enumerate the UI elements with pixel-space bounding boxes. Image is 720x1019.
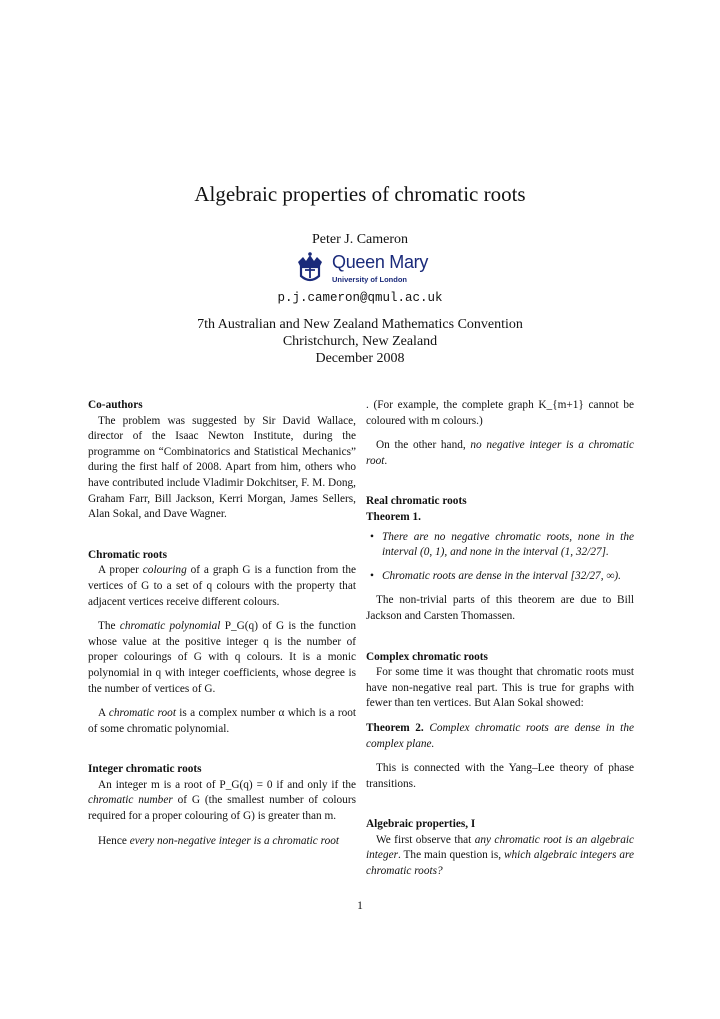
crown-shield-icon: [292, 250, 328, 286]
left-column: [88, 398, 356, 858]
section-heading-chromatic-roots: Chromatic roots: [88, 548, 167, 561]
logo-wordmark: Queen Mary: [332, 252, 429, 272]
section-heading-algebraic: Algebraic properties, I: [366, 818, 476, 831]
page-number: 1: [357, 900, 363, 912]
theorem-2: [366, 721, 634, 752]
section-heading-integer-roots: Integer chromatic roots: [88, 763, 202, 776]
theorem-1-item-2: • Chromatic roots are dense in the interval [32/27, ∞).: [382, 569, 634, 585]
chromatic-root-definition: A chromatic root is a complex number α which is a root of some chromatic polynomial.: [88, 707, 357, 735]
theorem-1: [366, 510, 634, 584]
complex-roots-paragraph: For some time it was thought that chromatic roots must have non-negative real part. This is true for graphs with fewer than ten vertices. But Alan Sokal showed:: [366, 666, 634, 710]
conference-location: Christchurch, New Zealand: [282, 334, 438, 349]
author-name: Peter J. Cameron: [311, 232, 409, 247]
conference-date: December 2008: [315, 351, 405, 366]
logo-subtitle: University of London: [332, 275, 407, 284]
conference-name: 7th Australian and New Zealand Mathematics Convention: [197, 317, 523, 332]
integer-roots-paragraph: An integer m is a root of P_G(q) = 0 if and only if the chromatic number of G (the smallest number of colours required for a proper colouring of G) is greater than m.: [88, 778, 356, 823]
real-roots-attribution: The non-trivial parts of this theorem are due to Bill Jackson and Carsten Thomassen.: [366, 594, 634, 622]
section-heading-coauthors: Co-authors: [88, 399, 143, 411]
non-negative-integer-continued: . (For example, the complete graph K_{m+1} cannot be coloured with m colours.): [366, 399, 634, 427]
chromatic-polynomial-definition: The chromatic polynomial P_G(q) of G is the function whose value at the positive integer q is the number of proper colourings of G with q colours. It is a monic polynomial in q with integer coefficients, whose degree is the number of vertices of G.: [88, 620, 356, 695]
section-heading-real-roots: Real chromatic roots: [366, 495, 467, 508]
conference-info: [0, 316, 720, 367]
algebraic-paragraph: We first observe that any chromatic root is an algebraic integer. The main question is, which algebraic integers are chromatic roots?: [366, 833, 635, 878]
coauthors-paragraph: The problem was suggested by Sir David Wallace, director of the Isaac Newton Institute, during the programme on “Combinatorics and Statistical Mechanics” during the first half of 2008. Apart from him, others who have contributed include Vladimir Dokchitser, F. M. Dong, Graham Farr, Bill Jackson, Kerri Morgan, James Sellers, Alan Sokal, and Dave Wagner.: [88, 414, 356, 521]
section-heading-complex-roots: Complex chromatic roots: [366, 650, 488, 663]
colouring-definition: A proper colouring of a graph G is a function from the vertices of G to a set of q colours with the property that adjacent vertices receive different colours.: [88, 564, 356, 608]
right-column: [366, 398, 634, 889]
theorem-2-text: Complex chromatic roots are dense in the complex plane.: [366, 721, 634, 750]
paper-title: Algebraic properties of chromatic roots: [194, 182, 526, 206]
author-email: p.j.cameron@qmul.ac.uk: [277, 291, 443, 305]
theorem-1-label: Theorem 1.: [366, 510, 422, 523]
university-logo: [292, 250, 432, 288]
theorem-2-label: Theorem 2.: [366, 721, 424, 734]
negative-integer-paragraph: On the other hand, no negative integer is a chromatic root.: [366, 439, 634, 467]
theorem-1-item-1: • There are no negative chromatic roots, none in the interval (0, 1), and none in the interval (1, 32/27].: [382, 530, 634, 561]
yang-lee-paragraph: This is connected with the Yang–Lee theory of phase transitions.: [366, 762, 634, 790]
non-negative-integer-paragraph: Hence every non-negative integer is a chromatic root: [98, 834, 340, 847]
